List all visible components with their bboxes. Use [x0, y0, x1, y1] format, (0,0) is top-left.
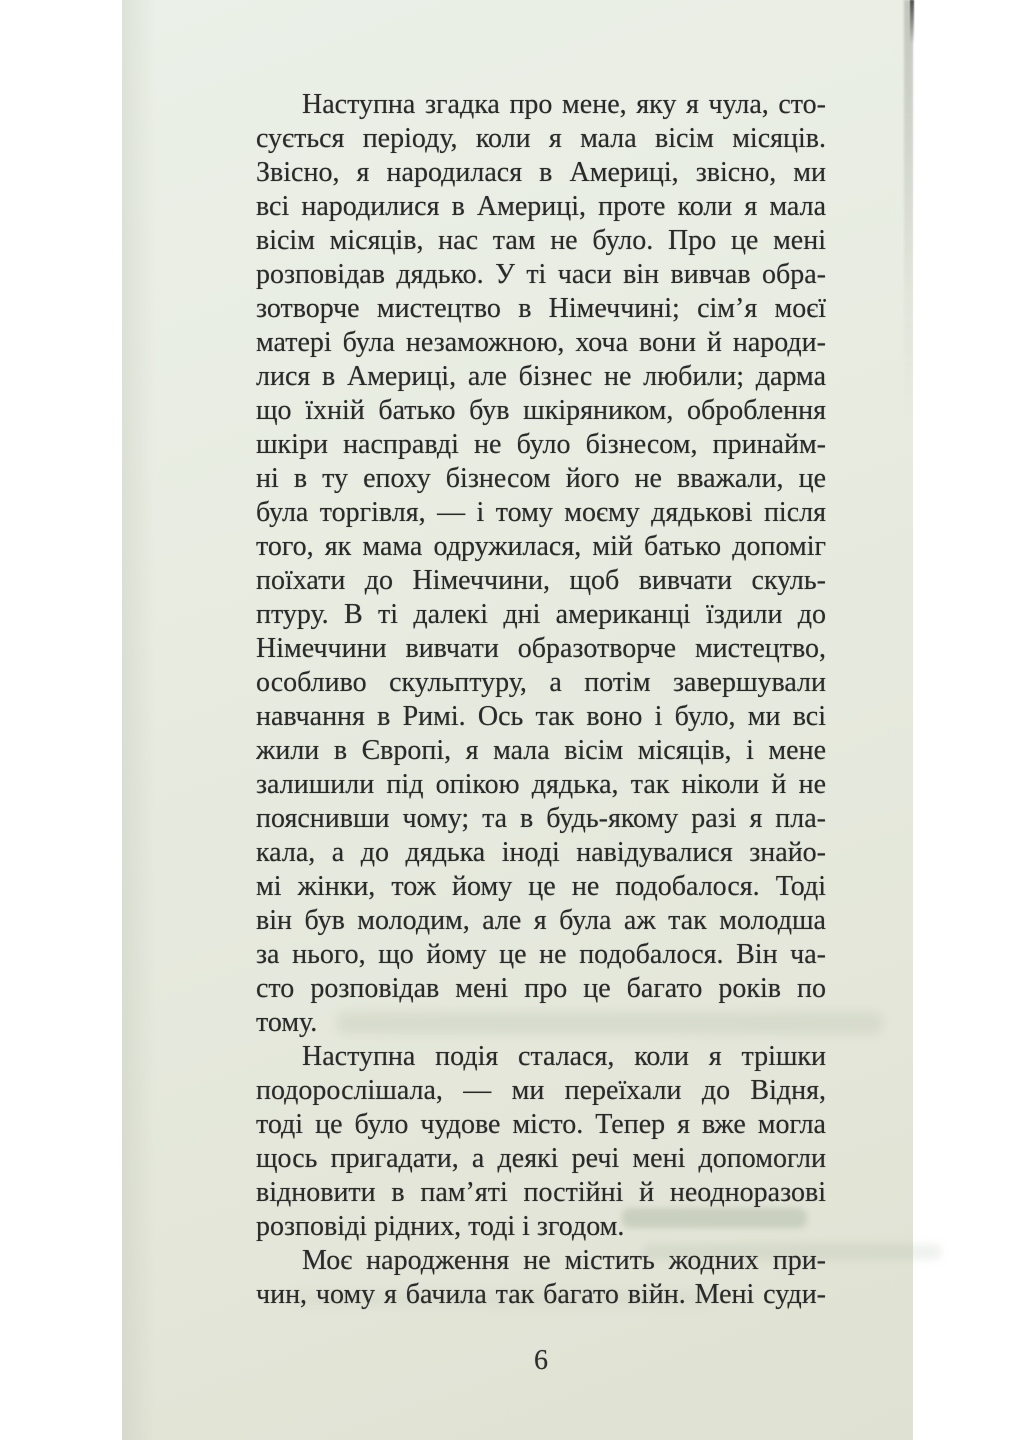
text-line: жили в Європі, я мала вісім місяців, і мене — [256, 735, 826, 766]
text-line: ні в ту епоху бізнесом його не вважали, це — [256, 463, 826, 494]
book-page — [122, 0, 913, 1440]
text-line: навчання в Римі. Ось так воно і було, ми всі — [256, 701, 826, 732]
text-line: щось пригадати, а деякі речі мені допомогли — [256, 1143, 826, 1174]
text-line: кала, а до дядька іноді навідувалися знайо- — [256, 837, 826, 868]
text-line: Звісно, я народилася в Америці, звісно, ми — [256, 157, 826, 188]
text-line: матері була незаможною, хоча вони й народи- — [256, 327, 826, 358]
text-line: сується періоду, коли я мала вісім місяців. — [256, 123, 826, 154]
text-line: особливо скульптуру, а потім завершували — [256, 667, 826, 698]
text-line: шкіри насправді не було бізнесом, принайм- — [256, 429, 826, 460]
text-line: тоді це було чудове місто. Тепер я вже могла — [256, 1109, 826, 1140]
text-line: чин, чому я бачила так багато війн. Мені суди- — [256, 1279, 826, 1310]
page-right-edge-shadow — [904, 0, 913, 420]
page-gutter-shadow — [122, 0, 156, 1440]
text-line: поїхати до Німеччини, щоб вивчати скуль- — [256, 565, 826, 596]
page-text-block — [256, 88, 826, 1312]
text-line: сто розповідав мені про це багато років по — [256, 973, 826, 1004]
page-number: 6 — [534, 1345, 548, 1376]
paragraph — [256, 1244, 826, 1312]
text-line: Наступна подія сталася, коли я трішки — [302, 1041, 826, 1072]
text-line: зотворче мистецтво в Німеччині; сім’я моєї — [256, 293, 826, 324]
text-line: залишили під опікою дядька, так ніколи й не — [256, 769, 826, 800]
text-line: подорослішала, — ми переїхали до Відня, — [256, 1075, 826, 1106]
text-line: мі жінки, тож йому це не подобалося. Тоді — [256, 871, 826, 902]
text-line: що їхній батько був шкіряником, оброблення — [256, 395, 826, 426]
text-line: вісім місяців, нас там не було. Про це мені — [256, 225, 826, 256]
text-line: Моє народження не містить жодних при- — [302, 1245, 826, 1276]
text-line: відновити в пам’яті постійні й неодноразові — [256, 1177, 826, 1208]
text-line: всі народилися в Америці, проте коли я мала — [256, 191, 826, 222]
text-line: він був молодим, але я була аж так молодша — [256, 905, 826, 936]
text-line: лися в Америці, але бізнес не любили; дарма — [256, 361, 826, 392]
paragraph — [256, 88, 826, 1040]
text-line: розповідав дядько. У ті часи він вивчав обра- — [256, 259, 826, 290]
text-line: розповіді рідних, тоді і згодом. — [256, 1211, 625, 1242]
paragraph — [256, 1040, 826, 1244]
page-edge-sliver — [910, 0, 914, 44]
text-line: за нього, що йому це не подобалося. Він ча- — [256, 939, 826, 970]
text-line: була торгівля, — і тому моєму дядькові після — [256, 497, 826, 528]
text-line: того, як мама одружилася, мій батько допоміг — [256, 531, 826, 562]
text-line: птуру. В ті далекі дні американці їздили до — [256, 599, 826, 630]
text-line: Наступна згадка про мене, яку я чула, сто- — [302, 89, 826, 120]
text-line: тому. — [256, 1007, 318, 1038]
text-line: пояснивши чому; та в будь-якому разі я пла- — [256, 803, 826, 834]
text-line: Німеччини вивчати образотворче мистецтво, — [256, 633, 826, 664]
